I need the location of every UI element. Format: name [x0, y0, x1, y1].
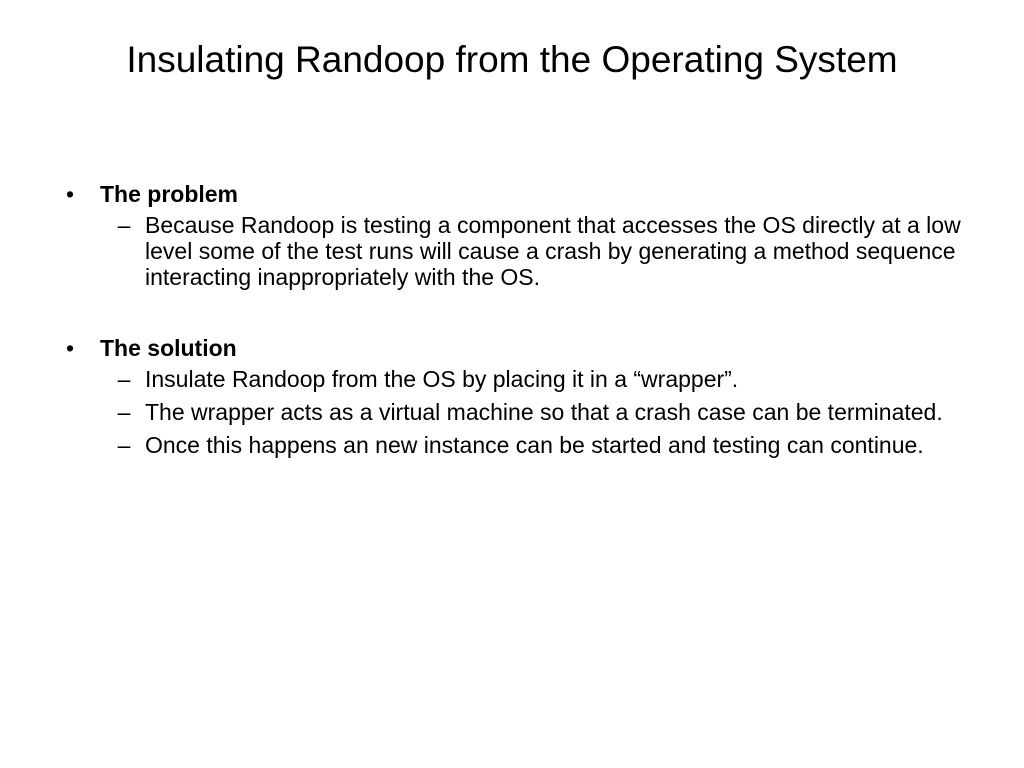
bullet-heading: The solution — [100, 335, 237, 361]
dash-marker: – — [117, 366, 131, 392]
dash-marker: – — [117, 212, 131, 238]
sub-item — [60, 432, 970, 458]
spacer — [60, 297, 970, 332]
bullet-marker: • — [65, 335, 75, 361]
dash-marker: – — [117, 399, 131, 425]
sub-item-text: The wrapper acts as a virtual machine so that a crash case can be terminated. — [145, 399, 943, 425]
slide-title: Insulating Randoop from the Operating System — [126, 39, 898, 80]
bullet-the-solution — [60, 332, 970, 364]
sub-item — [60, 212, 970, 290]
sub-item-text: Because Randoop is testing a component that accesses the OS directly at a low level some of the test runs will cause a crash by generating a method sequence interacting inappropriately with the OS. — [145, 212, 961, 290]
dash-marker: – — [117, 432, 131, 458]
bullet-the-problem — [60, 178, 970, 210]
sub-item — [60, 366, 970, 392]
sub-item-text: Once this happens an new instance can be started and testing can continue. — [145, 432, 924, 458]
sub-item-text: Insulate Randoop from the OS by placing it in a “wrapper”. — [145, 366, 739, 392]
slide-content — [60, 178, 970, 465]
bullet-marker: • — [65, 181, 75, 207]
sub-item — [60, 399, 970, 425]
sub-list-problem — [60, 212, 970, 290]
sub-list-solution — [60, 366, 970, 458]
bullet-heading: The problem — [100, 181, 239, 207]
